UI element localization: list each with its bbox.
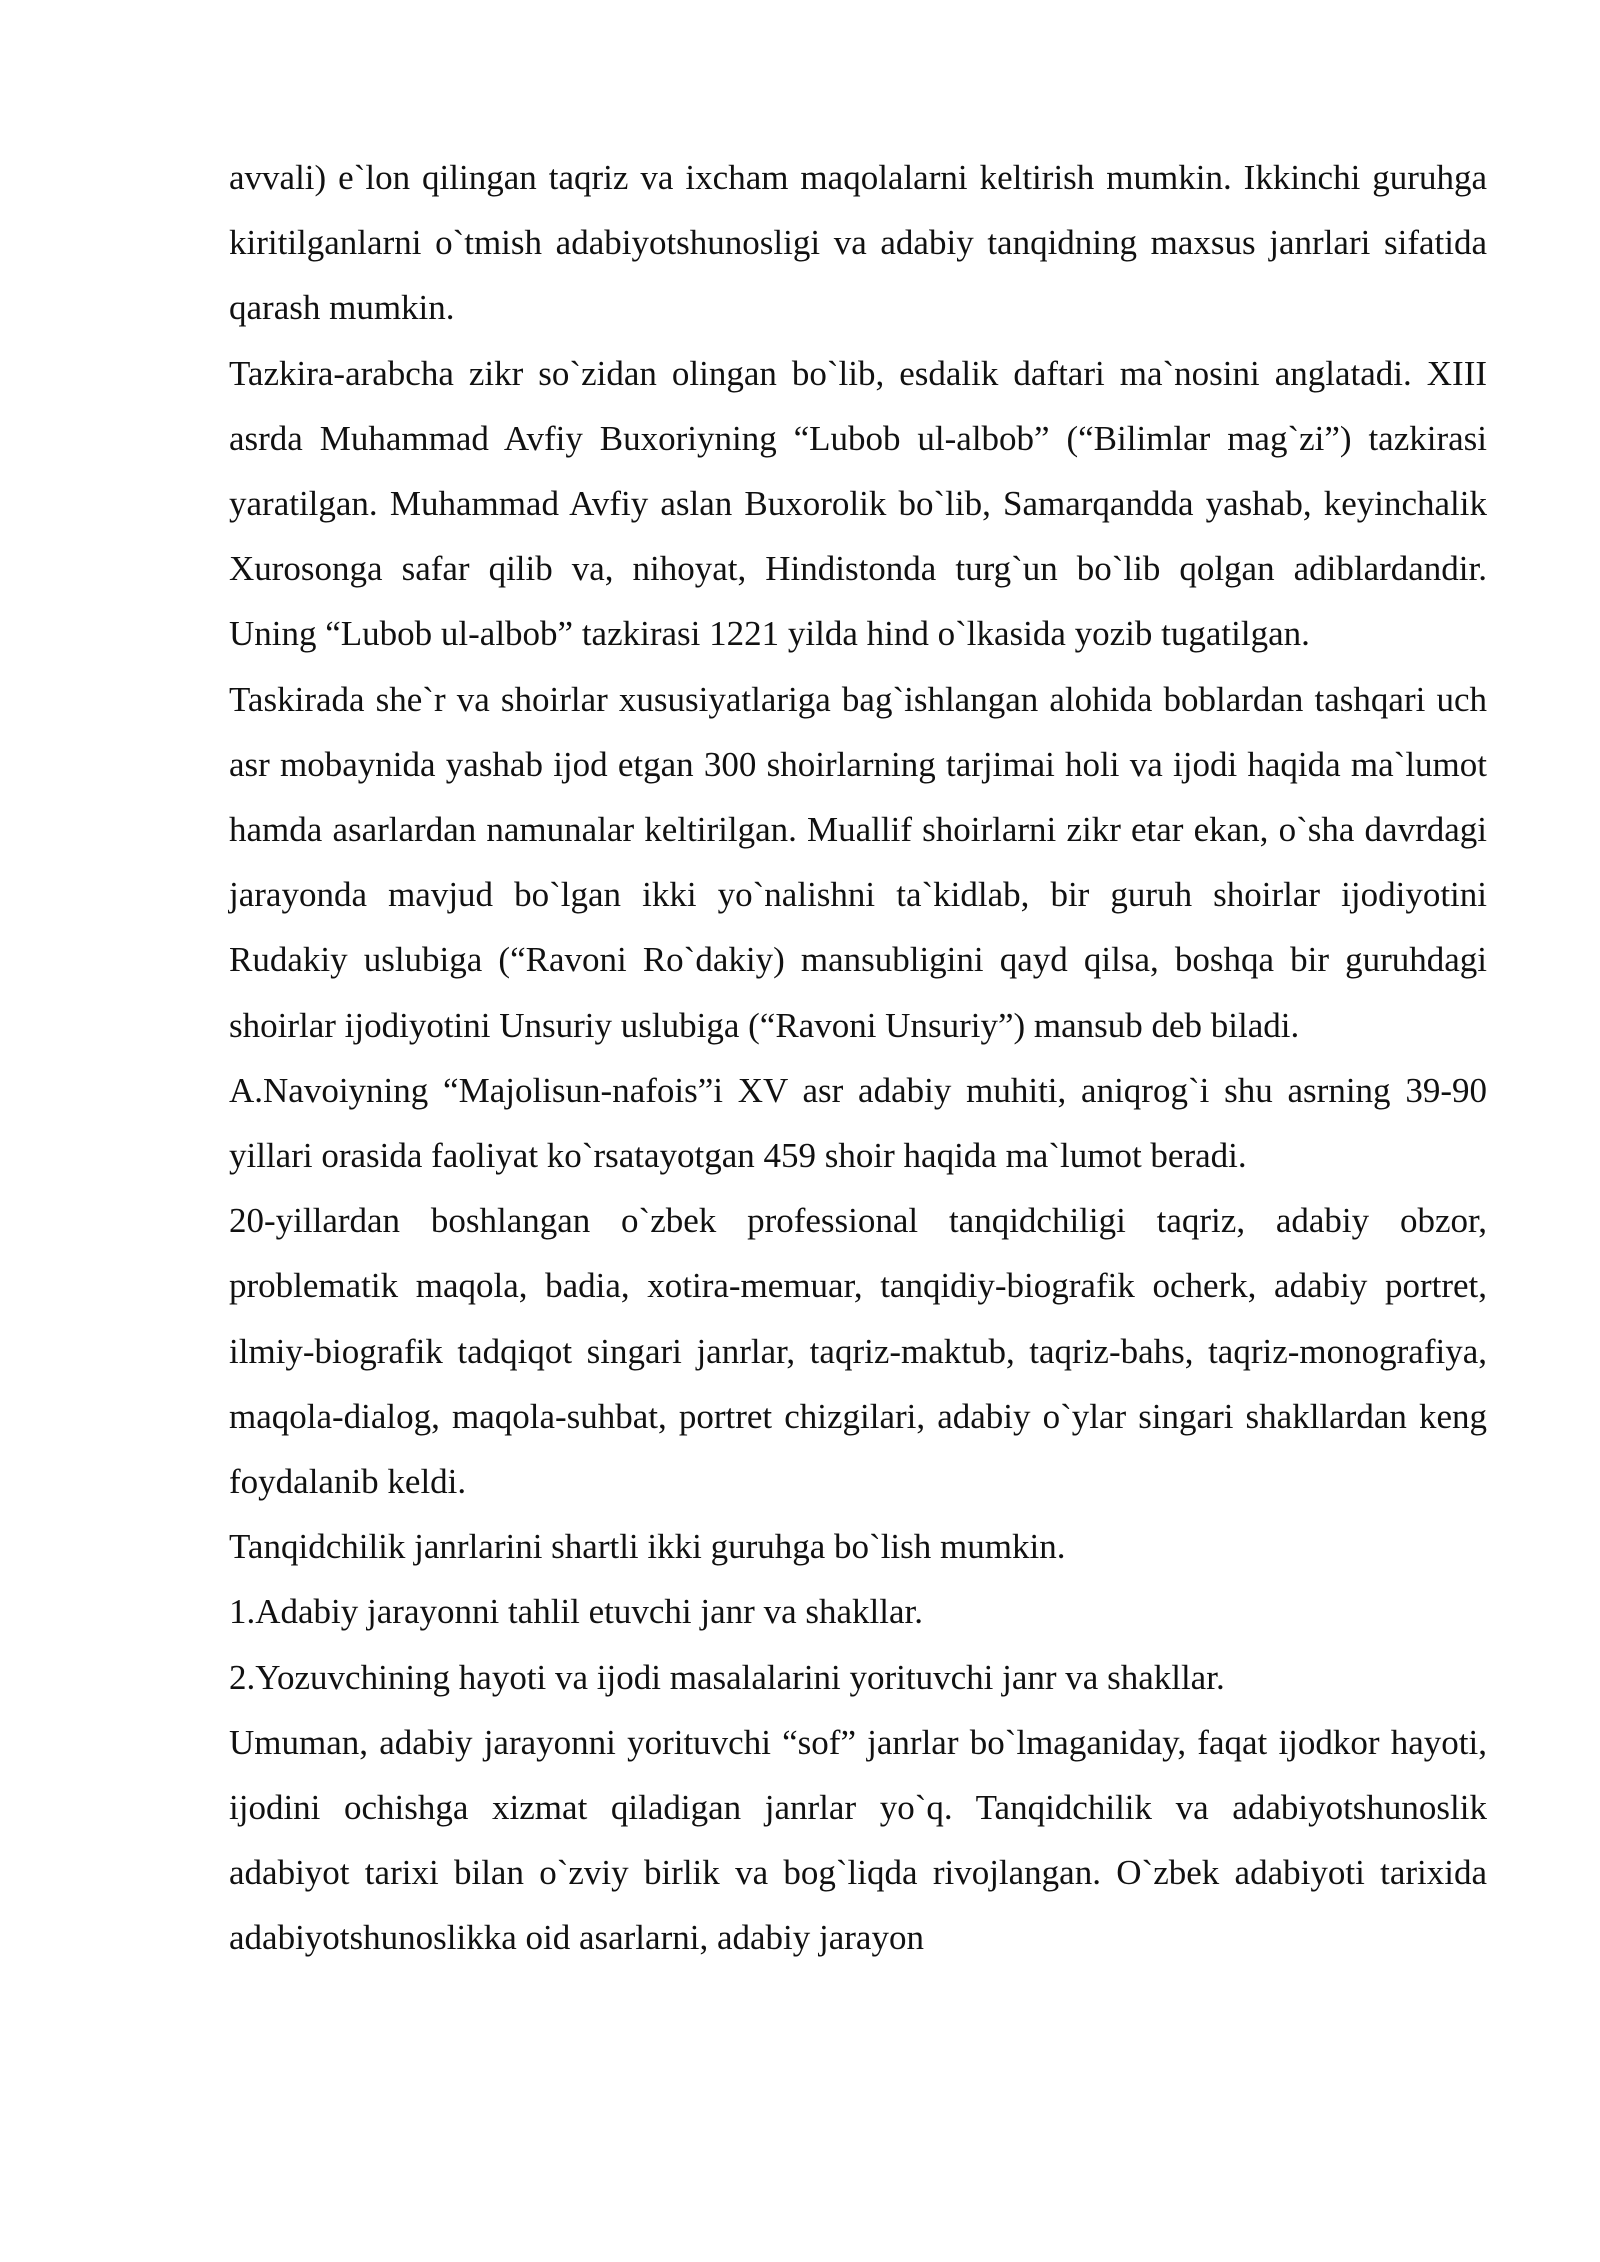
list-item-2: 2.Yozuvchining hayoti va ijodi masalalarini yorituvchi janr va shakllar. — [229, 1657, 1225, 1697]
paragraph-taskirada: Taskirada she`r va shoirlar xususiyatlariga bag`ishlangan alohida boblardan tashqari uch asr mobaynida yashab ijod etgan 300 shoirlarning tarjimai holi va ijodi haqida ma`lumot hamda asarlardan namunalar keltirilgan. Muallif shoirlarni zikr etar ekan, o`sha davrdagi jarayonda mavjud bo`lgan ikki yo`nalishni ta`kidlab, bir guruh shoirlar ijodiyotini Rudakiy uslubiga (“Ravoni Ro`dakiy) mansubligini qayd qilsa, boshqa bir guruhdagi shoirlar ijodiyotini Unsuriy uslubiga (“Ravoni Unsuriy”) mansub deb biladi. — [229, 679, 1487, 1045]
paragraph-navoiy: A.Navoiyning “Majolisun-nafois”i XV asr adabiy muhiti, aniqrog`i shu asrning 39-90 yillari orasida faoliyat ko`rsatayotgan 459 shoir haqida ma`lumot beradi. — [229, 1070, 1487, 1176]
paragraph-conclusion: Umuman, adabiy jarayonni yorituvchi “sof” janrlar bo`lmaganiday, faqat ijodkor hayoti, ijodini ochishga xizmat qiladigan janrlar yo`q. Tanqidchilik va adabiyotshunoslik adabiyot tarixi bilan o`zviy birlik va bog`liqda rivojlangan. O`zbek adabiyoti tarixida adabiyotshunoslikka oid asarlarni, adabiy jarayon — [229, 1722, 1487, 1958]
document-body — [229, 145, 1487, 1971]
paragraph-professional-criticism: 20-yillardan boshlangan o`zbek professional tanqidchiligi taqriz, adabiy obzor, problematik maqola, badia, xotira-memuar, tanqidiy-biografik ocherk, adabiy portret, ilmiy-biografik tadqiqot singari janrlar, taqriz-maktub, taqriz-bahs, taqriz-monografiya, maqola-dialog, maqola-suhbat, portret chizgilari, adabiy o`ylar singari shakllardan keng foydalanib keldi. — [229, 1201, 1487, 1502]
paragraph-two-groups: Tanqidchilik janrlarini shartli ikki guruhga bo`lish mumkin. — [229, 1527, 1066, 1567]
list-item-1: 1.Adabiy jarayonni tahlil etuvchi janr va shakllar. — [229, 1592, 923, 1632]
paragraph-tazkira: Tazkira-arabcha zikr so`zidan olingan bo`lib, esdalik daftari ma`nosini anglatadi. XIII asrda Muhammad Avfiy Buxoriyning “Lubob ul-albob” (“Bilimlar mag`zi”) tazkirasi yaratilgan. Muhammad Avfiy aslan Buxorolik bo`lib, Samarqandda yashab, keyinchalik Xurosonga safar qilib va, nihoyat, Hindistonda turg`un bo`lib qolgan adiblardandir. Uning “Lubob ul-albob” tazkirasi 1221 yilda hind o`lkasida yozib tugatilgan. — [229, 353, 1487, 654]
paragraph-reviews: avvali) e`lon qilingan taqriz va ixcham maqolalarni keltirish mumkin. Ikkinchi guruhga kiritilganlarni o`tmish adabiyotshunosligi va adabiy tanqidning maxsus janrlari sifatida qarash mumkin. — [229, 158, 1487, 328]
